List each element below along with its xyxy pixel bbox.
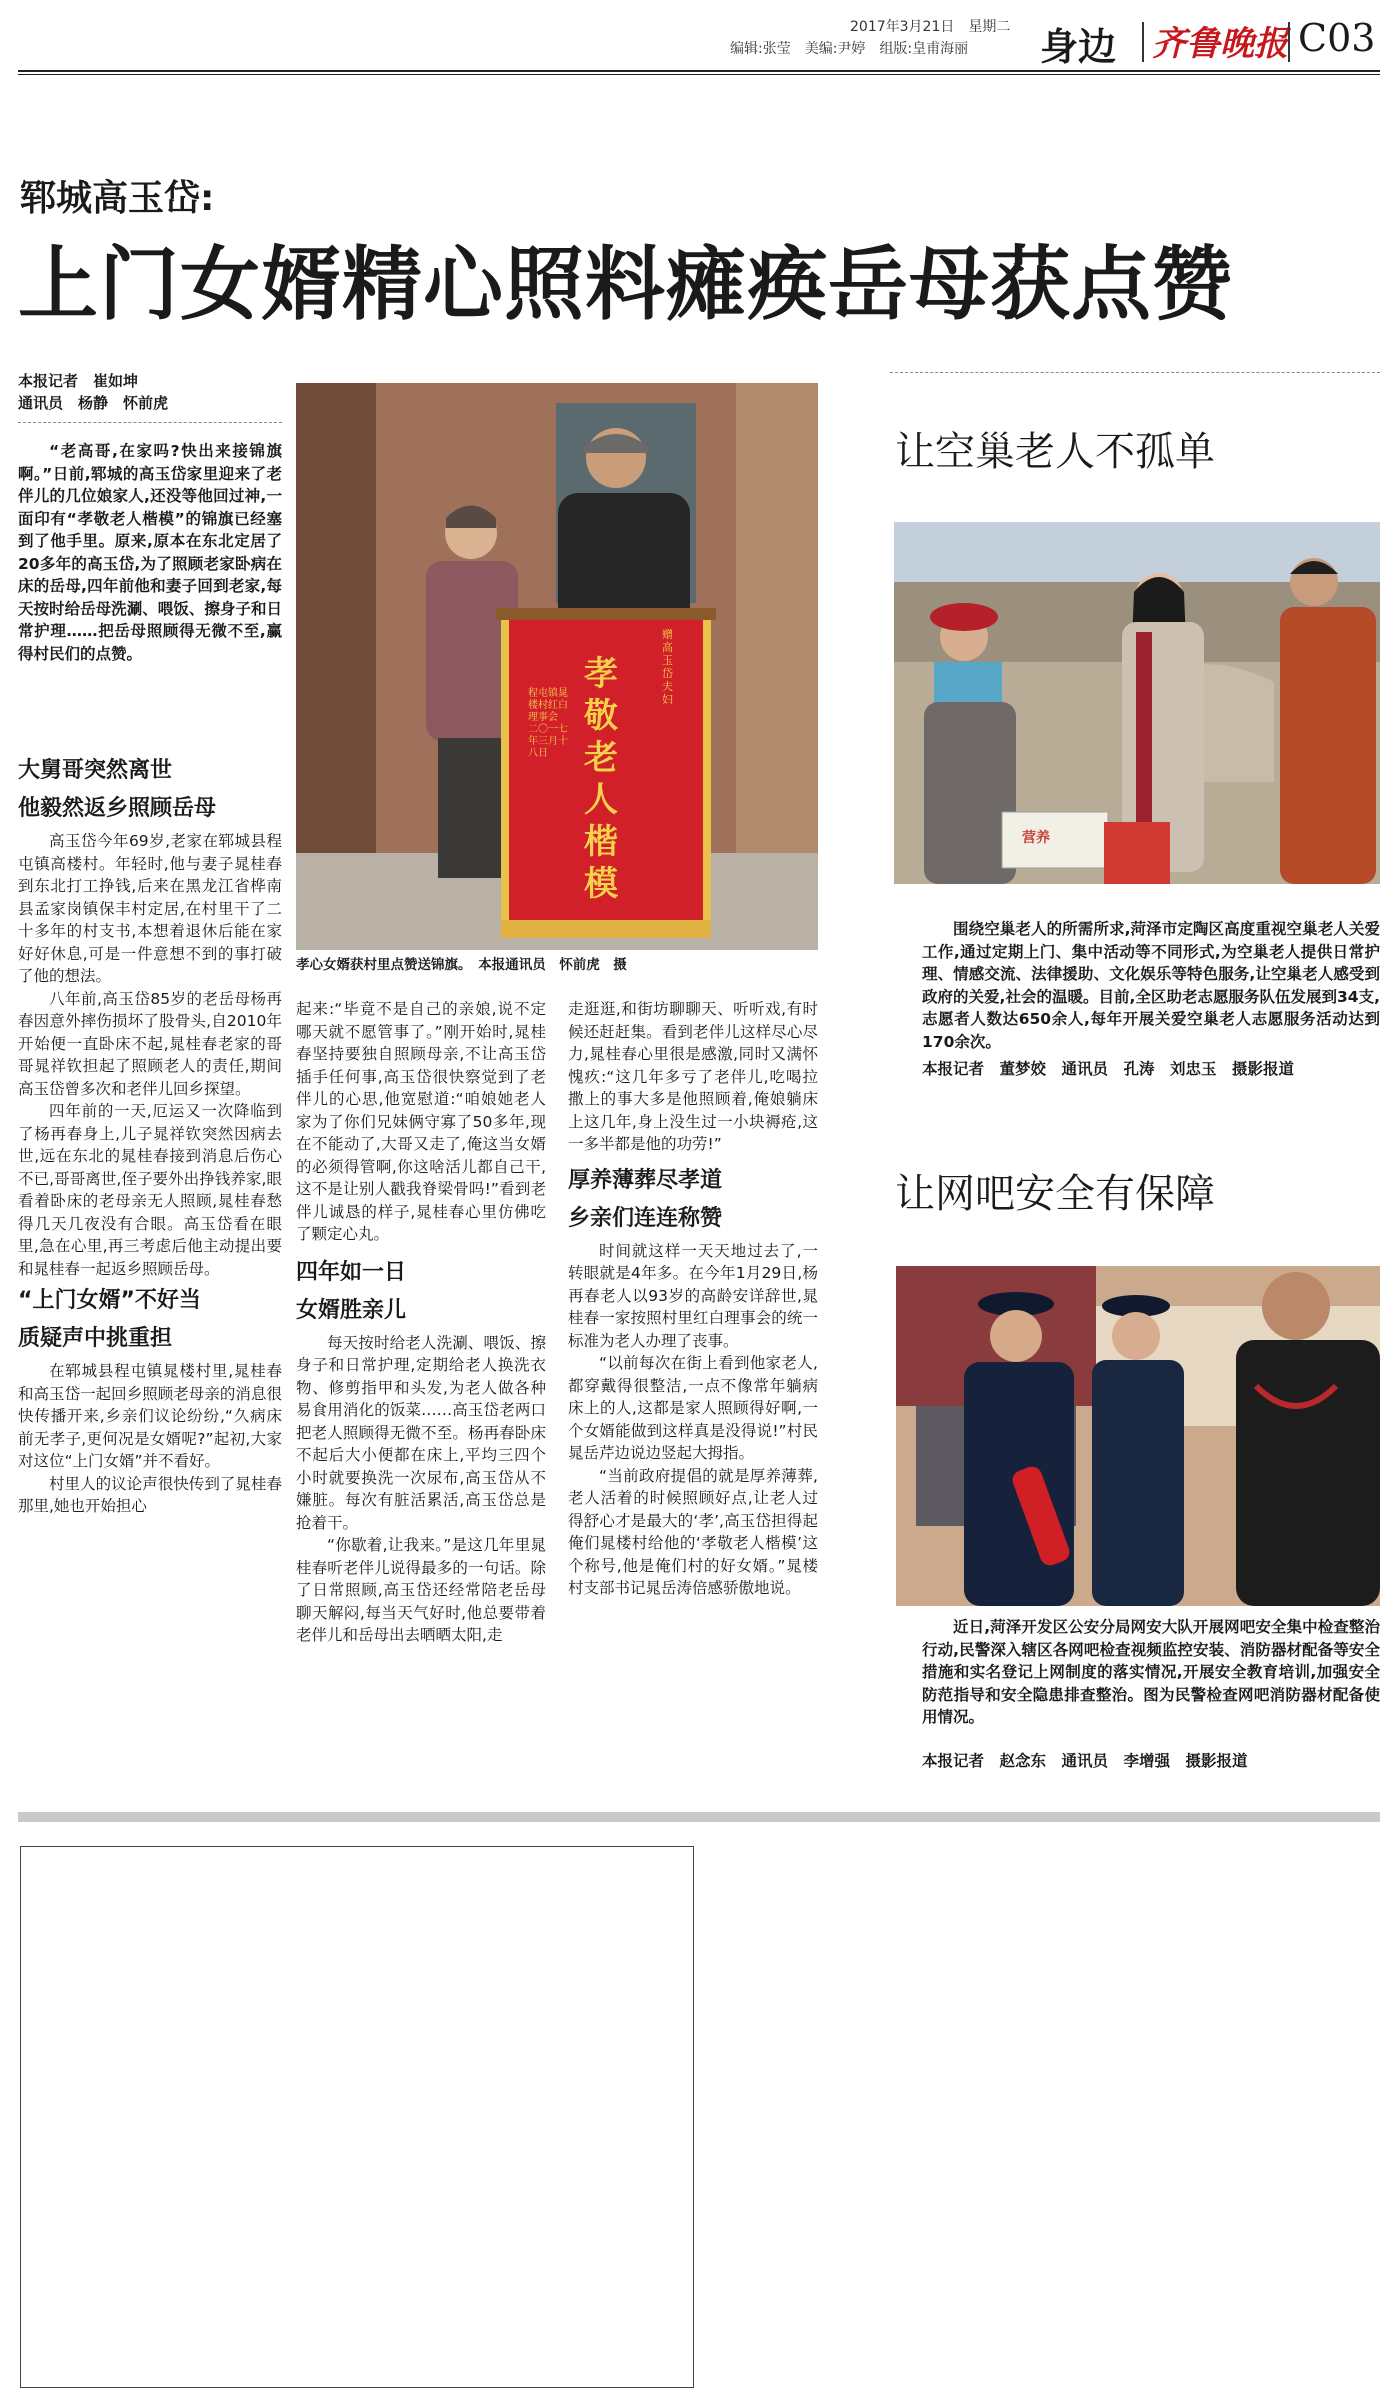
blank-ad-space [20, 1846, 694, 2388]
subhead-3b: 女婿胜亲儿 [296, 1297, 407, 1323]
col1-paragraph: 高玉岱今年69岁,老家在郓城县程屯镇高楼村。年轻时,他与妻子晁桂春到东北打工挣钱,后来在黑龙江省桦南县孟家岗镇保丰村定居,在村里干了二十多年的村支书,本想着退休后能在家好好休息,可是一件意想不到的事打破了他的想法。 [18, 832, 282, 985]
column-2 [296, 998, 546, 1647]
story3-photo [896, 1266, 1380, 1606]
story2-photo-illustration [894, 522, 1380, 884]
subhead-3a: 四年如一日 [296, 1259, 407, 1285]
gift-box-label: 营养 [1022, 830, 1050, 846]
header-rule [18, 70, 1380, 72]
subhead-4a: 厚养薄葬尽孝道 [568, 1167, 723, 1193]
header-date: 2017年3月21日 星期二 [850, 19, 1011, 35]
col3-paragraph: “以前每次在街上看到他家老人,都穿戴得很整洁,一点不像常年躺病床上的人,这都是家人照顾得好啊,一个女婿能做到这样真是没得说!”村民晁岳芹边说边竖起大拇指。 [568, 1354, 818, 1462]
col3-paragraph: “当前政府提倡的就是厚养薄葬,老人活着的时候照顾好点,让老人过得舒心才是最大的‘孝’,高玉岱担得起俺们晁楼村给他的‘孝敬老人楷模’这个称号,他是俺们村的好女婿。”晁楼村支部书记晁岳涛倍感骄傲地说。 [568, 1466, 818, 1597]
column-1 [18, 750, 282, 1518]
byline: 本报记者 崔如坤 通讯员 杨静 怀前虎 [18, 372, 169, 412]
banner-main-text: 孝敬老人楷模 [584, 654, 618, 904]
subhead-2a: “上门女婿”不好当 [18, 1288, 201, 1313]
headline: 上门女婿精心照料瘫痪岳母获点赞 [18, 238, 1233, 331]
col1-paragraph: 四年前的一天,厄运又一次降临到了杨再春身上,儿子晁祥钦突然因病去世,远在东北的晁桂春接到消息后伤心不已,哥哥离世,侄子要外出挣钱养家,眼看着卧床的老母亲无人照顾,晁桂春愁得几天几夜没有合眼。高玉岱看在眼里,急在心里,再三考虑后他主动提出要和晁桂春一起返乡照顾岳母。 [18, 1102, 282, 1278]
col3-paragraph: 时间就这样一天天地过去了,一转眼就是4年多。在今年1月29日,杨再春老人以93岁的高龄安详辞世,晁桂春一家按照村里红白理事会的统一标准为老人办理了丧事。 [568, 1241, 818, 1350]
header-credits: 编辑:张莹 美编:尹婷 组版:皇甫海丽 [730, 41, 969, 57]
story3-text: 近日,菏泽开发区公安分局网安大队开展网吧安全集中检查整治行动,民警深入辖区各网吧检查视频监控安装、消防器材配备等安全措施和实名登记上网制度的落实情况,开展安全教育培训,加强安全防范指导和安全隐患排查整治。图为民警检查网吧消防器材配备使用情况。 [922, 1618, 1380, 1726]
header-divider-2 [1288, 22, 1290, 62]
byline-rule [18, 422, 282, 423]
story2-text: 围绕空巢老人的所需所求,菏泽市定陶区高度重视空巢老人关爱工作,通过定期上门、集中活动等不同形式,为空巢老人提供日常护理、情感交流、法律援助、文化娱乐等特色服务,让空巢老人感受到政府的关爱,社会的温暖。目前,全区助老志愿服务队伍发展到34支,志愿者人数达650余人,每年开展关爱空巢老人志愿服务活动达到170余次。 [922, 920, 1380, 1051]
story2-byline: 本报记者 董梦姣 通讯员 孔涛 刘忠玉 摄影报道 [922, 1060, 1295, 1078]
main-photo-illustration [296, 383, 818, 950]
story2-top-rule [890, 372, 1380, 373]
intro-paragraph: “老高哥,在家吗?快出来接锦旗啊。”日前,郓城的高玉岱家里迎来了老伴儿的几位娘家人,还没等他回过神,一面印有“孝敬老人楷模”的锦旗已经塞到了他手里。原来,原本在东北定居了20多年的高玉岱,为了照顾老家卧病在床的岳母,四年前他和妻子回到老家,每天按时给岳母洗涮、喂饭、擦身子和日常护理……把岳母照顾得无微不至,赢得村民们的点赞。 [18, 442, 282, 663]
page-number: C03 [1298, 16, 1376, 60]
col2-paragraph: 每天按时给老人洗涮、喂饭、擦身子和日常护理,定期给老人换洗衣物、修剪指甲和头发,为老人做各种易食用消化的饭菜……高玉岱老两口把老人照顾得无微不至。杨再春卧床不起后大小便都在床上,平均三四个小时就要换洗一次尿布,高玉岱从不嫌脏。每次有脏活累活,高玉岱总是抢着干。 [296, 1333, 546, 1532]
story3-photo-illustration [896, 1266, 1380, 1606]
column-3 [568, 998, 818, 1600]
story3-byline: 本报记者 赵念东 通讯员 李增强 摄影报道 [922, 1752, 1248, 1770]
col2-paragraph: “你歇着,让我来。”是这几年里晁桂春听老伴儿说得最多的一句话。除了日常照顾,高玉岱还经常陪老岳母聊天解闷,每当天气好时,他总要带着老伴儿和岳母出去晒晒太阳,走 [296, 1536, 546, 1644]
subhead-2b: 质疑声中挑重担 [18, 1326, 173, 1351]
section-name: 身边 [1040, 24, 1117, 69]
col3-paragraph: 走逛逛,和街坊聊聊天、听听戏,有时候还赶赶集。看到老伴儿这样尽心尽力,晁桂春心里很是感激,同时又满怀愧疚:“这几年多亏了老伴儿,吃喝拉撒上的事大多是他照顾着,俺娘躺床上这几年,身上没生过一小块褥疮,这一多半都是他的功劳!” [568, 1000, 818, 1153]
header-rule-thin [18, 74, 1380, 75]
main-photo [296, 383, 818, 950]
section-divider-band [18, 1812, 1380, 1822]
col1-paragraph: 八年前,高玉岱85岁的老岳母杨再春因意外摔伤损坏了股骨头,自2010年开始便一直卧床不起,晁桂春老家的哥哥晁祥钦担起了照顾老人的责任,期间高玉岱曾多次和老伴儿回乡探望。 [18, 989, 282, 1098]
main-photo-caption: 孝心女婿获村里点赞送锦旗。 本报通讯员 怀前虎 摄 [296, 957, 627, 973]
col1-paragraph: 村里人的议论声很快传到了晁桂春那里,她也开始担心 [18, 1474, 282, 1515]
story2-title: 让空巢老人不孤单 [895, 429, 1215, 475]
kicker: 郓城高玉岱: [20, 178, 215, 219]
header-divider [1142, 22, 1144, 62]
col2-paragraph: 起来:“毕竟不是自己的亲娘,说不定哪天就不愿管事了。”刚开始时,晁桂春坚持要独自照顾母亲,不让高玉岱插手任何事,高玉岱很快察觉到了老伴儿的心思,他宽慰道:“咱娘她老人家为了你们兄妹俩守寡了50多年,现在不能动了,大哥又走了,俺这当女婿的必须得管啊,你这啥活儿都自己干,这不是让别人戳我脊梁骨吗!”看到老伴儿诚恳的样子,晁桂春心里仿佛吃了颗定心丸。 [296, 1000, 546, 1243]
col1-paragraph: 在郓城县程屯镇晁楼村里,晁桂春和高玉岱一起回乡照顾老母亲的消息很快传播开来,乡亲们议论纷纷,“久病床前无孝子,更何况是女婿呢?”起初,大家对这位“上门女婿”并不看好。 [18, 1362, 282, 1470]
story3-title: 让网吧安全有保障 [895, 1171, 1215, 1217]
subhead-4b: 乡亲们连连称赞 [568, 1205, 723, 1231]
subhead-1b: 他毅然返乡照顾岳母 [18, 796, 217, 821]
banner-left-text: 赠 高玉岱 夫妇 [662, 628, 673, 706]
subhead-1a: 大舅哥突然离世 [18, 758, 173, 783]
story2-photo [894, 522, 1380, 884]
newspaper-brand: 齐鲁晚报 [1152, 24, 1288, 64]
banner-right-text: 程屯镇晁楼村红白理事会 二〇一七年三月十八日 [528, 688, 568, 759]
